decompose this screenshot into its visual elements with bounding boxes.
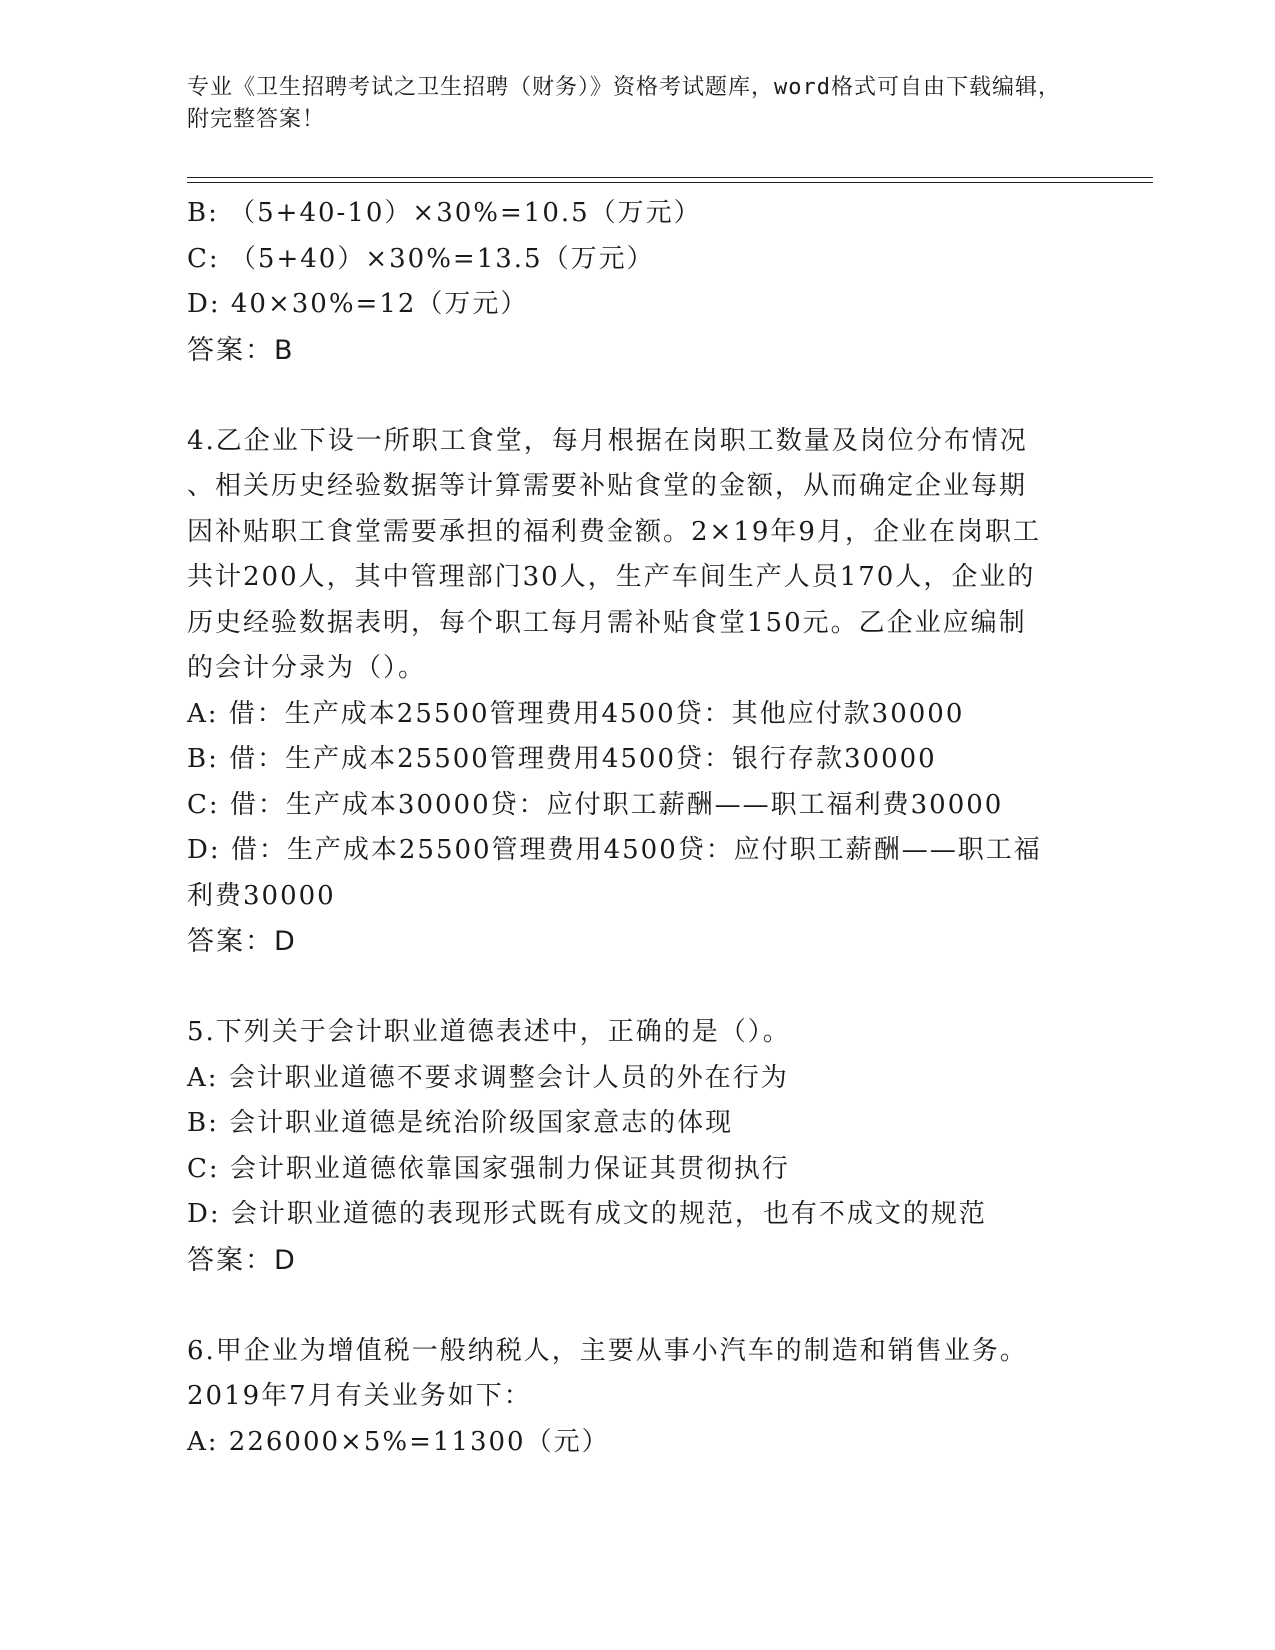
header-rule-bottom [187,182,1153,183]
header-rule-top [187,177,1153,178]
q5-option-a: A: 会计职业道德不要求调整会计人员的外在行为 [187,1062,789,1093]
question-4 [187,419,1087,965]
q4-stem-line: 历史经验数据表明，每个职工每月需补贴食堂150元。乙企业应编制 [187,607,1027,638]
q4-option-d: D: 借：生产成本25500管理费用4500贷：应付职工薪酬——职工福 [187,835,1042,865]
q4-option-c: C: 借：生产成本30000贷：应付职工薪酬——职工福利费30000 [187,789,1004,820]
q6-stem-line: 6.甲企业为增值税一般纳税人，主要从事小汽车的制造和销售业务。 [187,1335,1028,1366]
q4-stem-line: 共计200人，其中管理部门30人，生产车间生产人员170人，企业的 [187,562,1036,592]
q5-stem-line: 5.下列关于会计职业道德表述中，正确的是（）。 [187,1017,791,1047]
q5-option-b: B: 会计职业道德是统治阶级国家意志的体现 [187,1108,734,1138]
spacer [187,1283,1087,1329]
q6-option-a: A: 226000×5%=11300（元） [187,1426,610,1457]
question-3 [187,191,1087,373]
spacer [187,373,1087,419]
q3-option-b: B: （5+40-10）×30%=10.5（万元） [187,198,702,228]
q5-answer: 答案：D [187,1244,297,1276]
q4-option-b: B: 借：生产成本25500管理费用4500贷：银行存款30000 [187,744,937,774]
q4-stem-line: 因补贴职工食堂需要承担的福利费金额。2×19年9月，企业在岗职工 [187,516,1041,547]
q4-stem-line: 的会计分录为（）。 [187,653,427,683]
question-5 [187,1010,1087,1283]
document-header: 专业《卫生招聘考试之卫生招聘（财务）》资格考试题库，word格式可自由下载编辑，附完整答案！ [187,75,1061,132]
q4-option-d-cont: 利费30000 [187,880,336,911]
question-6 [187,1329,1087,1466]
q3-option-d: D: 40×30%=12（万元） [187,289,529,319]
q3-option-c: C: （5+40）×30%=13.5（万元） [187,243,655,274]
q4-stem-line: 、相关历史经验数据等计算需要补贴食堂的金额，从而确定企业每期 [187,471,1028,501]
q3-answer: 答案：B [187,334,295,366]
spacer [187,965,1087,1011]
question-content [187,191,1087,1465]
q5-option-c: C: 会计职业道德依靠国家强制力保证其贯彻执行 [187,1153,790,1184]
q4-option-a: A: 借：生产成本25500管理费用4500贷：其他应付款30000 [187,698,965,729]
q4-answer: 答案：D [187,926,297,957]
q5-option-d: D: 会计职业道德的表现形式既有成文的规范，也有不成文的规范 [187,1199,987,1229]
q6-stem-line: 2019年7月有关业务如下： [187,1381,532,1411]
q4-stem-line: 4.乙企业下设一所职工食堂，每月根据在岗职工数量及岗位分布情况 [187,425,1028,456]
